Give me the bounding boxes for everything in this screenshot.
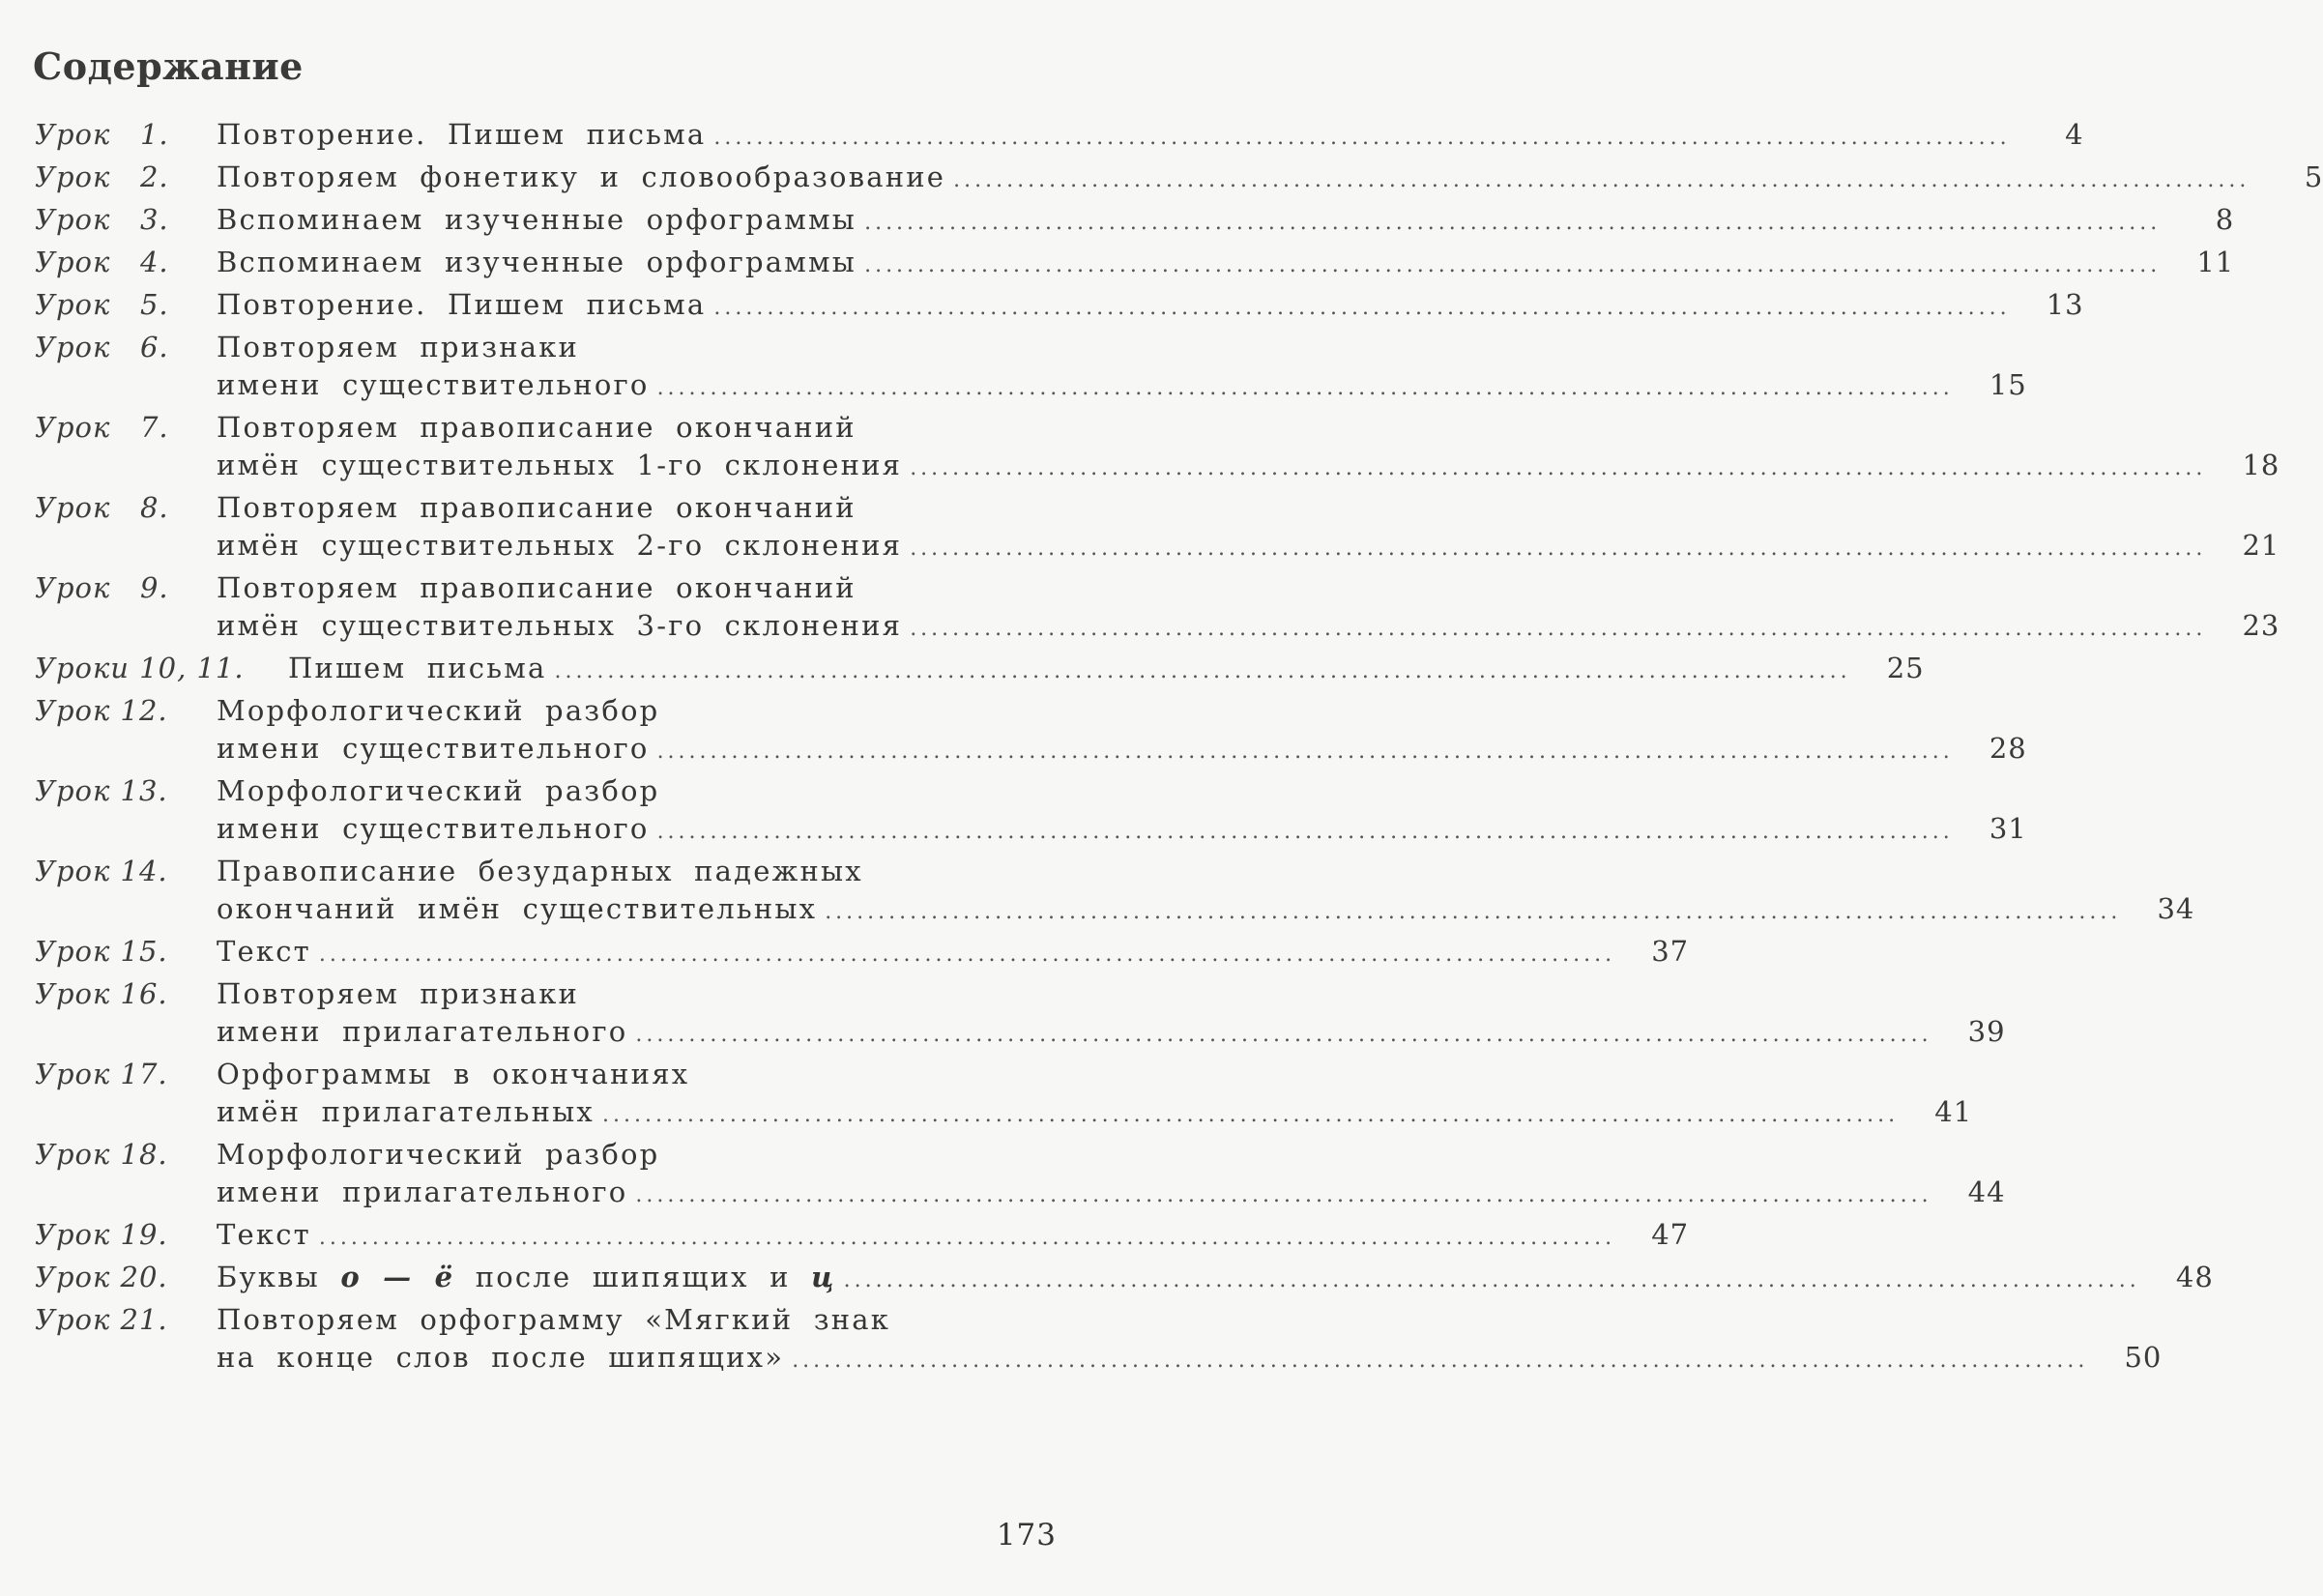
page-ref: 44 bbox=[1967, 1175, 2006, 1208]
lesson-title: имён существительных 3-го склонения bbox=[217, 609, 903, 642]
toc-line bbox=[35, 409, 1060, 447]
lesson-label: Урок 6. bbox=[35, 331, 169, 363]
lesson-label: Урок 2. bbox=[35, 160, 169, 193]
toc-entry bbox=[35, 286, 2084, 324]
toc-entry bbox=[35, 489, 2280, 565]
page-ref: 31 bbox=[1989, 812, 2027, 845]
lesson-title: Повторяем орфограмму «Мягкий знак bbox=[217, 1303, 891, 1336]
lesson-label: Урок 18. bbox=[35, 1138, 168, 1171]
dot-leader: .......................................................................................................................... bbox=[953, 168, 2250, 192]
lesson-label: Урок 13. bbox=[35, 774, 168, 807]
page-ref: 41 bbox=[1934, 1095, 1973, 1128]
table-of-contents bbox=[35, 116, 2323, 1381]
lesson-title: имени прилагательного bbox=[217, 1175, 628, 1208]
lesson-label: Урок 9. bbox=[35, 571, 169, 604]
dot-leader: .......................................................................................................................... bbox=[843, 1268, 2140, 1292]
toc-entry bbox=[35, 159, 2323, 196]
lesson-title: Повторяем правописание окончаний bbox=[217, 411, 857, 444]
toc-line bbox=[35, 933, 1690, 971]
dot-leader: .......................................................................................................................... bbox=[602, 1103, 1900, 1127]
dot-leader: .......................................................................................................................... bbox=[910, 456, 2207, 480]
lesson-title: Вспоминаем изученные орфограммы bbox=[217, 246, 857, 278]
lesson-label: Урок 16. bbox=[35, 977, 168, 1010]
lesson-title: имён прилагательных bbox=[217, 1095, 595, 1128]
page-ref: 23 bbox=[2242, 609, 2280, 642]
toc-line bbox=[35, 329, 1060, 366]
toc-line bbox=[35, 244, 2235, 281]
toc-entry bbox=[35, 650, 1925, 687]
lesson-title: на конце слов после шипящих» bbox=[217, 1341, 785, 1374]
lesson-title: Повторяем признаки bbox=[217, 977, 580, 1010]
lesson-label: Урок 4. bbox=[35, 246, 169, 278]
toc-entry bbox=[35, 1259, 2214, 1296]
lesson-title: Буквы о — ё после шипящих и ц bbox=[217, 1261, 836, 1293]
dot-leader: .......................................................................................................................... bbox=[656, 820, 1954, 844]
dot-leader: .......................................................................................................................... bbox=[825, 900, 2122, 924]
dot-leader: .......................................................................................................................... bbox=[318, 1226, 1616, 1250]
toc-entry bbox=[35, 1301, 2163, 1377]
toc-entry bbox=[35, 853, 2195, 928]
lesson-title: окончаний имён существительных bbox=[217, 892, 818, 925]
toc-entry bbox=[35, 329, 2027, 404]
page-ref: 37 bbox=[1651, 935, 1690, 968]
lesson-title: Морфологический разбор bbox=[217, 774, 660, 807]
lesson-title: имён существительных 1-го склонения bbox=[217, 449, 903, 481]
page-ref: 50 bbox=[2124, 1341, 2163, 1374]
dot-leader: .......................................................................................................................... bbox=[792, 1349, 2089, 1373]
page-ref: 15 bbox=[1989, 368, 2027, 401]
dot-leader: .......................................................................................................................... bbox=[318, 943, 1616, 967]
toc-line bbox=[35, 1259, 2214, 1296]
toc-line bbox=[35, 730, 2027, 768]
toc-line bbox=[35, 366, 2027, 404]
lesson-label: Урок 19. bbox=[35, 1218, 168, 1251]
page-title: Содержание bbox=[33, 44, 304, 88]
page-ref: 8 bbox=[2215, 203, 2235, 236]
lesson-label: Урок 15. bbox=[35, 935, 168, 968]
toc-line bbox=[35, 772, 1060, 810]
page-ref: 21 bbox=[2242, 529, 2280, 562]
dot-leader: .......................................................................................................................... bbox=[864, 211, 2162, 235]
toc-line bbox=[35, 159, 2323, 196]
page-ref: 48 bbox=[2175, 1261, 2214, 1293]
toc-line bbox=[35, 890, 2195, 928]
lesson-title: имени существительного bbox=[217, 812, 650, 845]
dot-leader: .......................................................................................................................... bbox=[713, 126, 2011, 150]
dot-leader: .......................................................................................................................... bbox=[910, 617, 2207, 641]
toc-line bbox=[35, 650, 1925, 687]
toc-line bbox=[35, 1339, 2163, 1377]
toc-line bbox=[35, 975, 1060, 1013]
toc-entry bbox=[35, 933, 1690, 971]
lesson-label: Урок 7. bbox=[35, 411, 169, 444]
lesson-title: Орфограммы в окончаниях bbox=[217, 1058, 690, 1090]
lesson-title: имени существительного bbox=[217, 368, 650, 401]
page-ref: 39 bbox=[1967, 1015, 2006, 1048]
toc-entry bbox=[35, 244, 2235, 281]
toc-line bbox=[35, 201, 2235, 239]
toc-line bbox=[35, 527, 2280, 565]
lesson-title: Морфологический разбор bbox=[217, 1138, 660, 1171]
lesson-label: Урок 17. bbox=[35, 1058, 168, 1090]
toc-entry bbox=[35, 569, 2280, 645]
lesson-title: Повторяем фонетику и словообразование bbox=[217, 160, 946, 193]
lesson-title: Пишем письма bbox=[288, 652, 547, 684]
lesson-title: Повторение. Пишем письма bbox=[217, 288, 707, 321]
toc-entry bbox=[35, 1136, 2006, 1211]
toc-line bbox=[35, 286, 2084, 324]
dot-leader: .......................................................................................................................... bbox=[864, 253, 2162, 277]
toc-line bbox=[35, 447, 2280, 484]
dot-leader: .......................................................................................................................... bbox=[656, 376, 1954, 400]
lesson-label: Урок 1. bbox=[35, 118, 169, 151]
lesson-title: Морфологический разбор bbox=[217, 694, 660, 727]
toc-entry bbox=[35, 201, 2235, 239]
page-number: 173 bbox=[996, 1518, 1057, 1552]
toc-line bbox=[35, 569, 1060, 607]
lesson-label: Урок 20. bbox=[35, 1261, 168, 1293]
toc-entry bbox=[35, 772, 2027, 848]
dot-leader: .......................................................................................................................... bbox=[635, 1023, 1932, 1047]
lesson-title: имён существительных 2-го склонения bbox=[217, 529, 903, 562]
toc-entry bbox=[35, 975, 2006, 1051]
toc-line bbox=[35, 692, 1060, 730]
toc-line bbox=[35, 1056, 1060, 1093]
dot-leader: .......................................................................................................................... bbox=[554, 659, 1851, 683]
page-ref: 5 bbox=[2304, 160, 2323, 193]
dot-leader: .......................................................................................................................... bbox=[910, 537, 2207, 561]
toc-entry bbox=[35, 692, 2027, 768]
toc-entry bbox=[35, 116, 2084, 154]
toc-line bbox=[35, 607, 2280, 645]
page-ref: 18 bbox=[2242, 449, 2280, 481]
dot-leader: .......................................................................................................................... bbox=[713, 296, 2011, 320]
dot-leader: .......................................................................................................................... bbox=[635, 1183, 1932, 1207]
lesson-label: Урок 14. bbox=[35, 855, 168, 887]
lesson-label: Уроки 10, 11. bbox=[35, 652, 245, 684]
page-ref: 4 bbox=[2065, 118, 2084, 151]
lesson-title: Повторяем правописание окончаний bbox=[217, 571, 857, 604]
page-ref: 47 bbox=[1651, 1218, 1690, 1251]
toc-line bbox=[35, 853, 1060, 890]
page-ref: 34 bbox=[2157, 892, 2195, 925]
toc-line bbox=[35, 1093, 1973, 1131]
toc-line bbox=[35, 810, 2027, 848]
lesson-title: имени существительного bbox=[217, 732, 650, 765]
lesson-label: Урок 3. bbox=[35, 203, 169, 236]
page-ref: 28 bbox=[1989, 732, 2027, 765]
lesson-label: Урок 5. bbox=[35, 288, 169, 321]
page-ref: 11 bbox=[2196, 246, 2235, 278]
lesson-label: Урок 12. bbox=[35, 694, 168, 727]
toc-entry bbox=[35, 1216, 1690, 1254]
toc-line bbox=[35, 1013, 2006, 1051]
lesson-title: Повторяем признаки bbox=[217, 331, 580, 363]
lesson-title: Повторяем правописание окончаний bbox=[217, 491, 857, 524]
lesson-title: имени прилагательного bbox=[217, 1015, 628, 1048]
toc-line bbox=[35, 489, 1060, 527]
lesson-title: Вспоминаем изученные орфограммы bbox=[217, 203, 857, 236]
lesson-label: Урок 8. bbox=[35, 491, 169, 524]
lesson-title: Текст bbox=[217, 1218, 311, 1251]
toc-entry bbox=[35, 409, 2280, 484]
lesson-title: Правописание безударных падежных bbox=[217, 855, 863, 887]
lesson-label: Урок 21. bbox=[35, 1303, 168, 1336]
toc-line bbox=[35, 1301, 1060, 1339]
toc-entry bbox=[35, 1056, 1973, 1131]
lesson-title: Текст bbox=[217, 935, 311, 968]
toc-line bbox=[35, 1216, 1690, 1254]
toc-line bbox=[35, 116, 2084, 154]
page-ref: 25 bbox=[1886, 652, 1925, 684]
page-ref: 13 bbox=[2046, 288, 2084, 321]
dot-leader: .......................................................................................................................... bbox=[656, 740, 1954, 764]
lesson-title: Повторение. Пишем письма bbox=[217, 118, 707, 151]
toc-line bbox=[35, 1136, 1060, 1174]
toc-line bbox=[35, 1174, 2006, 1211]
